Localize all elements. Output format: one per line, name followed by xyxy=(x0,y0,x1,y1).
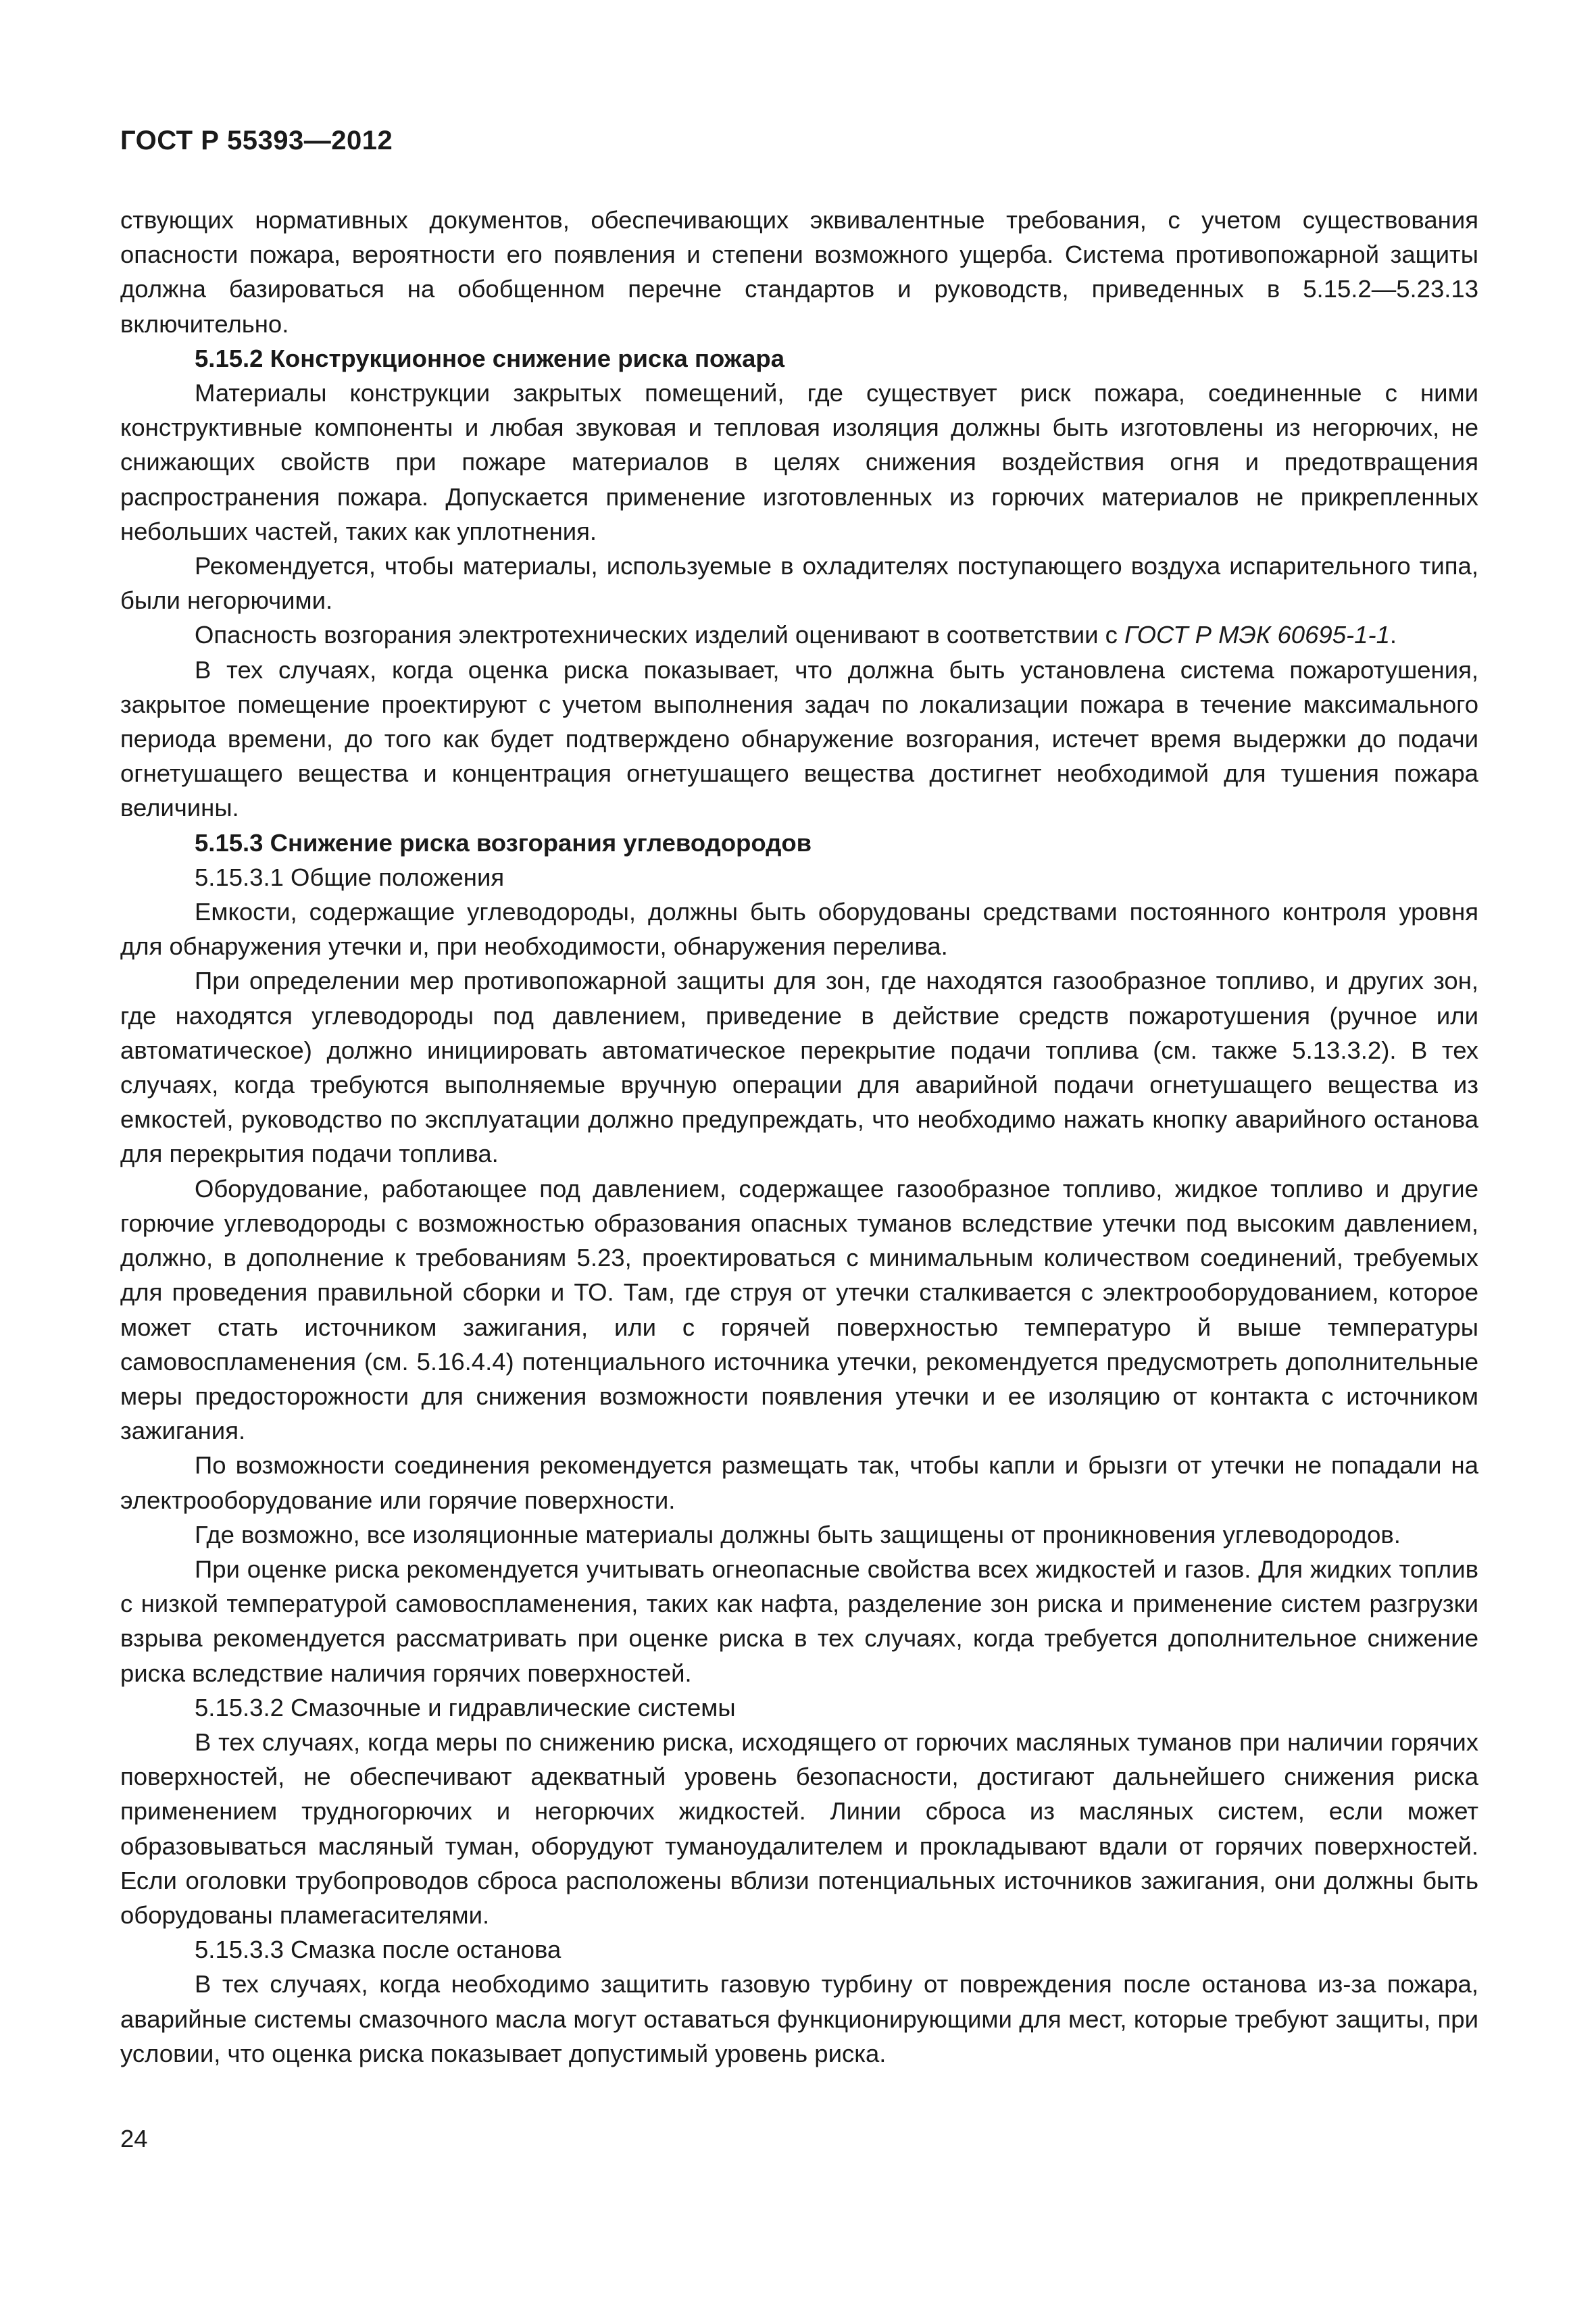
paragraph: В тех случаях, когда оценка риска показывает, что должна быть установлена система пожаротушения, закрытое помещение проектируют с учетом выполнения задач по локализации пожара в течение максимального периода времени, до того как будет подтверждено обнаружение возгорания, истечет время выдержки до подачи огнетушащего вещества и концентрация огнетушащего вещества достигнет необходимой для тушения пожара величины. xyxy=(120,655,1478,822)
paragraph: В тех случаях, когда меры по снижению риска, исходящего от горючих масляных туманов при наличии горячих поверхностей, не обеспечивают адекватный уровень безопасности, достигают дальнейшего снижения риска применением трудногорючих и негорючих жидкостей. Линии сброса из масляных систем, если может образовываться масляный туман, оборудуют туманоудалителем и прокладывают вдали от горячих поверхностей. Если оголовки трубопроводов сброса расположены вблизи потенциальных источников зажигания, они должны быть оборудованы пламегасителями. xyxy=(120,1728,1478,1929)
paragraph: Оборудование, работающее под давлением, содержащее газообразное топливо, жидкое топливо и другие горючие углеводороды с возможностью образования опасных туманов вследствие утечки под высоким давлением, должно, в дополнение к требованиям 5.23, проектироваться с минимальным количеством соединений, требуемых для проведения правильной сборки и ТО. Там, где струя от утечки сталкивается с электрооборудованием, которое может стать источником зажигания, или с горячей поверхностью температуро й выше температуры самовоспламенения (см. 5.16.4.4) потенциального источника утечки, рекомендуется предусмотреть дополнительные меры предосторожности для снижения возможности появления утечки и ее изоляцию от контакта с источником зажигания. xyxy=(120,1174,1478,1445)
section-heading-5-15-3: 5.15.3 Снижение риска возгорания углеводородов xyxy=(195,828,812,857)
paragraph-text: Опасность возгорания электротехнических изделий оценивают в соответствии с xyxy=(195,621,1125,649)
subsection-heading-5-15-3-2: 5.15.3.2 Смазочные и гидравлические системы xyxy=(195,1693,736,1721)
paragraph-with-reference xyxy=(120,618,1478,652)
paragraph: По возможности соединения рекомендуется размещать так, чтобы капли и брызги от утечки не попадали на электрооборудование или горячие поверхности. xyxy=(120,1451,1478,1514)
paragraph: В тех случаях, когда необходимо защитить газовую турбину от повреждения после останова из-за пожара, аварийные системы смазочного масла могут оставаться функционирующими для мест, которые требуют защиты, при условии, что оценка риска показывает допустимый уровень риска. xyxy=(120,1970,1478,2067)
subsection-heading-5-15-3-1: 5.15.3.1 Общие положения xyxy=(195,863,505,891)
document-header-title: ГОСТ Р 55393—2012 xyxy=(120,126,393,155)
paragraph: Где возможно, все изоляционные материалы должны быть защищены от проникновения углеводородов. xyxy=(195,1520,1401,1549)
paragraph: Рекомендуется, чтобы материалы, используемые в охладителях поступающего воздуха испарительного типа, были негорючими. xyxy=(120,552,1478,615)
section-heading-5-15-2: 5.15.2 Конструкционное снижение риска пожара xyxy=(195,344,785,372)
paragraph: Емкости, содержащие углеводороды, должны быть оборудованы средствами постоянного контроля уровня для обнаружения утечки и, при необходимости, обнаружения перелива. xyxy=(120,898,1478,961)
paragraph: При оценке риска рекомендуется учитывать огнеопасные свойства всех жидкостей и газов. Для жидких топлив с низкой температурой самовоспламенения, таких как нафта, разделение зон риска и применение систем разгрузки взрыва рекомендуется рассматривать при оценке риска в тех случаях, когда требуется дополнительное снижение риска вследствие наличия горячих поверхностей. xyxy=(120,1555,1478,1687)
document-body xyxy=(120,203,1478,2071)
standard-reference: ГОСТ Р МЭК 60695-1-1 xyxy=(1124,621,1390,649)
page-number: 24 xyxy=(120,2125,148,2153)
paragraph-continuation: ствующих нормативных документов, обеспечивающих эквивалентные требования, с учетом существования опасности пожара, вероятности его появления и степени возможного ущерба. Система противопожарной защиты должна базироваться на обобщенном перечне стандартов и руководств, приведенных в 5.15.2—5.23.13 включительно. xyxy=(120,206,1478,338)
subsection-heading-5-15-3-3: 5.15.3.3 Смазка после останова xyxy=(195,1936,562,1964)
paragraph-end: . xyxy=(1389,621,1397,649)
paragraph: Материалы конструкции закрытых помещений, где существует риск пожара, соединенные с ними конструктивные компоненты и любая звуковая и тепловая изоляция должны быть изготовлены из негорючих, не снижающих свойств при пожаре материалов в целях снижения воздействия огня и предотвращения распространения пожара. Допускается применение изготовленных из горючих материалов не прикрепленных небольших частей, таких как уплотнения. xyxy=(120,379,1478,545)
paragraph: При определении мер противопожарной защиты для зон, где находятся газообразное топливо, и других зон, где находятся углеводороды под давлением, приведение в действие средств пожаротушения (ручное или автоматическое) должно инициировать автоматическое перекрытие подачи топлива (см. также 5.13.3.2). В тех случаях, когда требуются выполняемые вручную операции для аварийной подачи огнетушащего вещества из емкостей, руководство по эксплуатации должно предупреждать, что необходимо нажать кнопку аварийного останова для перекрытия подачи топлива. xyxy=(120,967,1478,1168)
